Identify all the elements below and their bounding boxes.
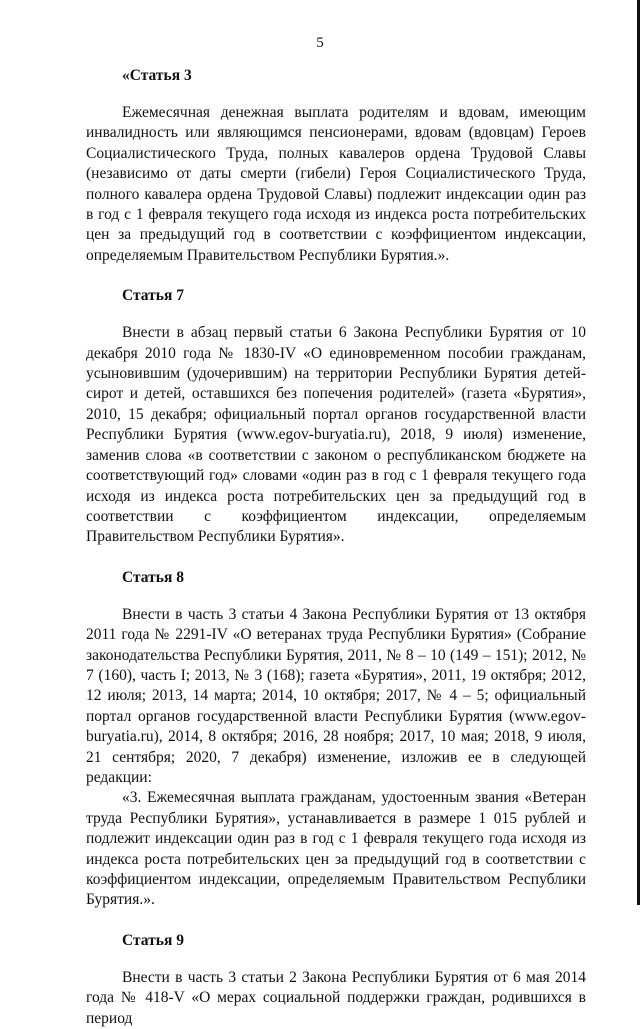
document-body — [86, 66, 586, 1029]
article-9-heading: Статья 9 — [122, 931, 184, 949]
article-8-quote: «3. Ежемесячная выплата гражданам, удостоенным звания «Ветеран труда Республики Бурятия», устанавливается в размере 1 015 рублей и подлежит индексации один раз в год с 1 февраля текущего года исходя из индекса роста потребительских цен за предыдущий год в соответствии с коэффициентом индексации, определяемым Правительством Республики Бурятия.». — [86, 789, 586, 909]
article-3 — [86, 66, 586, 266]
article-9-text: Внести в часть 3 статьи 2 Закона Республики Бурятия от 6 мая 2014 года № 418-V «О мерах социальной поддержки граждан, родившихся в период — [86, 968, 586, 1027]
article-9 — [86, 931, 586, 1029]
article-7-heading: Статья 7 — [122, 287, 184, 305]
article-3-heading: «Статья 3 — [122, 67, 192, 84]
article-8-text: Внести в часть 3 статьи 4 Закона Республики Бурятия от 13 октября 2011 года № 2291-IV «О ветеранах труда Республики Бурятия» (Собрание законодательства Республики Бурятия, 2011, № 8 – 10 (149 – 151); 2012, № 7 (160), часть I; 2013, № 3 (168); газета «Бурятия», 2011, 19 октября; 2012, 12 июля; 2013, 14 марта; 2014, 10 октября; 2017, № 4 – 5; официальный портал органов государственной власти Республики Бурятия (www.egov-buryatia.ru), 2014, 8 октября; 2016, 28 ноября; 2017, 10 мая; 2018, 9 июля, 21 сентября; 2020, 7 декабря) изменение, изложив ее в следующей редакции: — [86, 605, 586, 786]
article-7 — [86, 286, 586, 547]
article-8 — [86, 568, 586, 911]
article-7-text: Внести в абзац первый статьи 6 Закона Республики Бурятия от 10 декабря 2010 года № 1830-IV «О единовременном пособии гражданам, усыновившим (удочерившим) на территории Республики Бурятия детей-сирот и детей, оставшихся без попечения родителей» (газета «Бурятия», 2010, 15 декабря; официальный портал органов государственной власти Республики Бурятия (www.egov-buryatia.ru), 2018, 9 июля) изменение, заменив слова «в соответствии с законом о республиканском бюджете на соответствующий год» словами «один раз в год с 1 февраля текущего года исходя из индекса роста потребительских цен за предыдущий год в соответствии с коэффициентом индексации, определяемым Правительством Республики Бурятия». — [86, 324, 586, 546]
article-3-text: Ежемесячная денежная выплата родителям и вдовам, имеющим инвалидность или являющимся пенсионерами, вдовам (вдовцам) Героев Социалистического Труда, полных кавалеров ордена Трудовой Славы (независимо от даты смерти (гибели) Героя Социалистического Труда, полного кавалера ордена Трудовой Славы) подлежит индексации один раз в год с 1 февраля текущего года исходя из индекса роста потребительских цен за предыдущий год в соответствии с коэффициентом индексации, определяемым Правительством Республики Бурятия.». — [86, 104, 586, 264]
page-number: 5 — [316, 35, 324, 51]
article-8-heading: Статья 8 — [122, 568, 184, 586]
